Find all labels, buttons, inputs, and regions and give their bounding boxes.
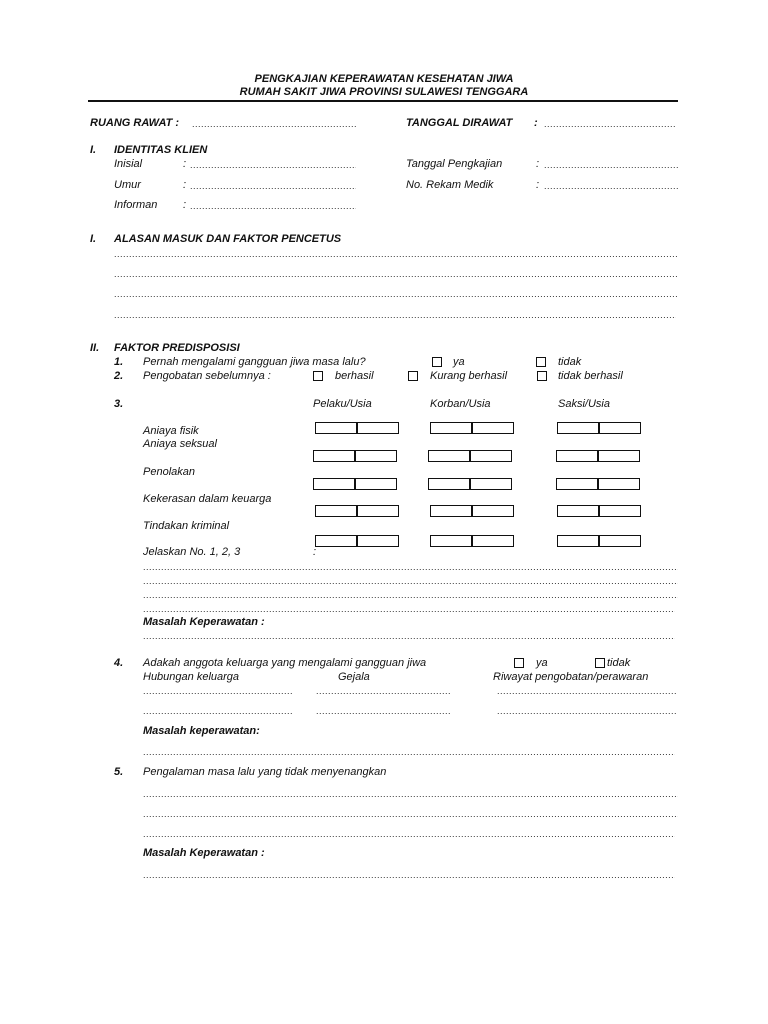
ruang-rawat-label: RUANG RAWAT :	[90, 117, 180, 129]
row-kekerasan-label: Kekerasan dalam keuarga	[143, 493, 272, 505]
q4-number: 4.	[114, 657, 124, 669]
q1-ya-checkbox[interactable]	[432, 357, 442, 367]
masalah-keperawatan-3-field[interactable]	[143, 869, 675, 881]
tanggal-pengkajian-colon: :	[536, 158, 540, 170]
masalah-keperawatan-2-label: Masalah keperawatan:	[143, 725, 260, 737]
section-predisposisi-number: II.	[90, 342, 100, 354]
masalah-keperawatan-1-label: Masalah Keperawatan :	[143, 616, 265, 628]
no-rekam-medik-colon: :	[536, 179, 540, 191]
inisial-label: Inisial	[114, 158, 143, 170]
q2-berhasil-label: berhasil	[335, 370, 374, 382]
korban-box[interactable]	[430, 422, 472, 434]
usia-box[interactable]	[472, 535, 514, 547]
header-divider	[88, 100, 678, 102]
hubungan-keluarga-label: Hubungan keluarga	[143, 671, 240, 683]
usia-box[interactable]	[599, 422, 641, 434]
q2-kurang-berhasil-label: Kurang berhasil	[430, 370, 508, 382]
tanggal-pengkajian-label: Tanggal Pengkajian	[406, 158, 503, 170]
q2-berhasil-checkbox[interactable]	[313, 371, 323, 381]
row-aniaya-seksual-label: Aniaya seksual	[143, 438, 217, 450]
q5-line[interactable]	[143, 828, 675, 840]
umur-colon: :	[183, 179, 187, 191]
q1-tidak-label: tidak	[558, 356, 582, 368]
alasan-line[interactable]	[114, 288, 678, 300]
q1-text: Pernah mengalami gangguan jiwa masa lalu?	[143, 356, 366, 368]
row-penolakan-label: Penolakan	[143, 466, 195, 478]
inisial-field[interactable]	[190, 159, 356, 171]
usia-box[interactable]	[599, 535, 641, 547]
q5-line[interactable]	[143, 788, 678, 800]
usia-box[interactable]	[357, 505, 399, 517]
gejala-field[interactable]	[316, 705, 450, 717]
alasan-line[interactable]	[114, 309, 676, 321]
section-alasan-title: ALASAN MASUK DAN FAKTOR PENCETUS	[114, 233, 342, 245]
riwayat-pengobatan-field[interactable]	[497, 705, 677, 717]
informan-label: Informan	[114, 199, 158, 211]
saksi-box[interactable]	[556, 450, 598, 462]
column-saksi-usia: Saksi/Usia	[558, 398, 610, 410]
usia-box[interactable]	[470, 478, 512, 490]
korban-box[interactable]	[430, 505, 472, 517]
jelaskan-line[interactable]	[143, 561, 678, 573]
korban-box[interactable]	[428, 450, 470, 462]
jelaskan-line[interactable]	[143, 575, 678, 587]
usia-box[interactable]	[470, 450, 512, 462]
usia-box[interactable]	[598, 478, 640, 490]
saksi-box[interactable]	[557, 505, 599, 517]
saksi-box[interactable]	[557, 422, 599, 434]
usia-box[interactable]	[357, 535, 399, 547]
no-rekam-medik-label: No. Rekam Medik	[406, 179, 494, 191]
column-pelaku-usia: Pelaku/Usia	[313, 398, 372, 410]
gejala-label: Gejala	[338, 671, 370, 683]
q2-kurang-berhasil-checkbox[interactable]	[408, 371, 418, 381]
q2-tidak-berhasil-checkbox[interactable]	[537, 371, 547, 381]
pelaku-box[interactable]	[315, 505, 357, 517]
hubungan-keluarga-field[interactable]	[143, 705, 293, 717]
usia-box[interactable]	[598, 450, 640, 462]
alasan-line[interactable]	[114, 248, 678, 260]
tanggal-dirawat-colon: :	[534, 117, 538, 129]
jelaskan-colon: :	[313, 546, 317, 558]
pelaku-box[interactable]	[315, 535, 357, 547]
jelaskan-line[interactable]	[143, 589, 678, 601]
usia-box[interactable]	[472, 422, 514, 434]
pelaku-box[interactable]	[315, 422, 357, 434]
ruang-rawat-field[interactable]	[192, 118, 356, 130]
q1-number: 1.	[114, 356, 124, 368]
alasan-line[interactable]	[114, 268, 678, 280]
korban-box[interactable]	[428, 478, 470, 490]
q4-ya-label: ya	[536, 657, 548, 669]
q5-line[interactable]	[143, 808, 678, 820]
riwayat-pengobatan-field[interactable]	[497, 685, 677, 697]
section-alasan-number: I.	[90, 233, 97, 245]
q2-number: 2.	[114, 370, 124, 382]
umur-field[interactable]	[190, 180, 356, 192]
hubungan-keluarga-field[interactable]	[143, 685, 293, 697]
q1-tidak-checkbox[interactable]	[536, 357, 546, 367]
no-rekam-medik-field[interactable]	[544, 180, 678, 192]
saksi-box[interactable]	[556, 478, 598, 490]
q3-number: 3.	[114, 398, 124, 410]
inisial-colon: :	[183, 158, 187, 170]
masalah-keperawatan-2-field[interactable]	[143, 746, 675, 758]
q4-ya-checkbox[interactable]	[514, 658, 524, 668]
q4-text: Adakah anggota keluarga yang mengalami gangguan jiwa	[143, 657, 427, 669]
q2-text: Pengobatan sebelumnya :	[143, 370, 271, 382]
masalah-keperawatan-1-field[interactable]	[143, 630, 675, 642]
informan-colon: :	[183, 199, 187, 211]
tanggal-dirawat-field[interactable]	[544, 118, 676, 130]
usia-box[interactable]	[472, 505, 514, 517]
column-korban-usia: Korban/Usia	[430, 398, 491, 410]
section-identitas-title: IDENTITAS KLIEN	[114, 144, 208, 156]
tanggal-dirawat-label: TANGGAL DIRAWAT	[406, 117, 513, 129]
gejala-field[interactable]	[316, 685, 450, 697]
q1-ya-label: ya	[453, 356, 465, 368]
tanggal-pengkajian-field[interactable]	[544, 159, 678, 171]
masalah-keperawatan-3-label: Masalah Keperawatan :	[143, 847, 265, 859]
q5-text: Pengalaman masa lalu yang tidak menyenangkan	[143, 766, 387, 778]
pelaku-box[interactable]	[313, 478, 355, 490]
saksi-box[interactable]	[557, 535, 599, 547]
usia-box[interactable]	[355, 478, 397, 490]
usia-box[interactable]	[599, 505, 641, 517]
section-predisposisi-title: FAKTOR PREDISPOSISI	[114, 342, 240, 354]
jelaskan-label: Jelaskan No. 1, 2, 3	[143, 546, 241, 558]
row-kriminal-label: Tindakan kriminal	[143, 520, 230, 532]
form-title: PENGKAJIAN KEPERAWATAN KESEHATAN JIWA	[254, 73, 514, 85]
informan-field[interactable]	[190, 200, 356, 212]
usia-box[interactable]	[355, 450, 397, 462]
pelaku-box[interactable]	[313, 450, 355, 462]
riwayat-pengobatan-label: Riwayat pengobatan/perawaran	[493, 671, 649, 683]
section-identitas-number: I.	[90, 144, 97, 156]
q4-tidak-label: tidak	[607, 657, 631, 669]
korban-box[interactable]	[430, 535, 472, 547]
jelaskan-line[interactable]	[143, 603, 675, 615]
hospital-name: RUMAH SAKIT JIWA PROVINSI SULAWESI TENGGARA	[239, 86, 529, 98]
umur-label: Umur	[114, 179, 141, 191]
row-aniaya-fisik-label: Aniaya fisik	[143, 425, 199, 437]
q4-tidak-checkbox[interactable]	[595, 658, 605, 668]
usia-box[interactable]	[357, 422, 399, 434]
q5-number: 5.	[114, 766, 124, 778]
q2-tidak-berhasil-label: tidak berhasil	[558, 370, 623, 382]
